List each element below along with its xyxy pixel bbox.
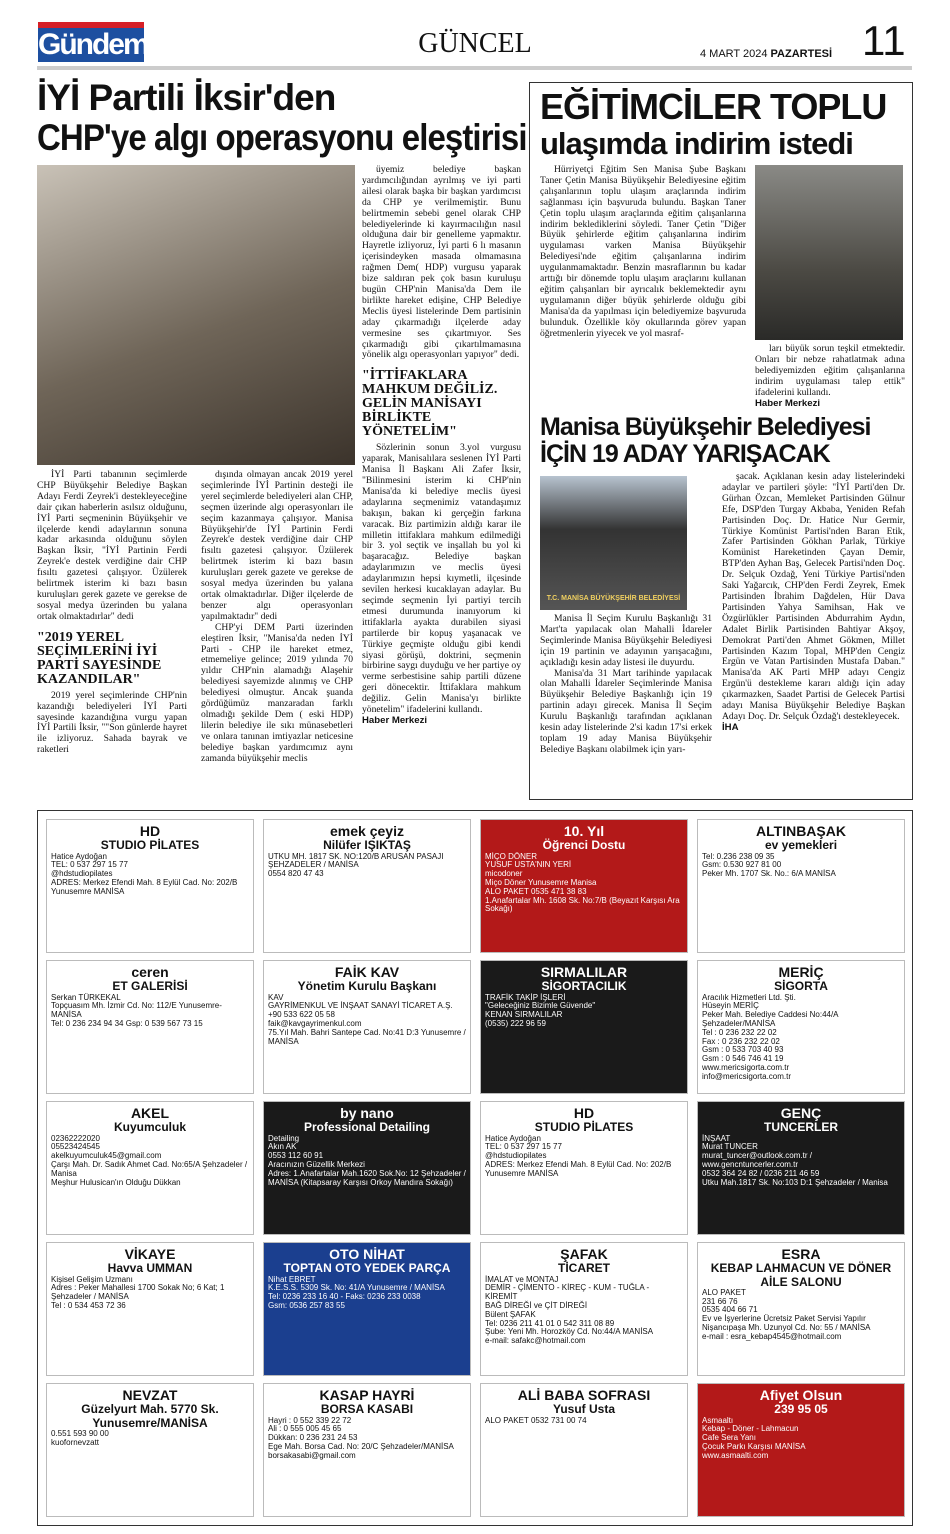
ad-text: ADRES: Merkez Efendi Mah. 8 Eylül Cad. No: 202/B Yunusemre MANİSA	[51, 877, 238, 896]
ad-text: SİGORTA	[774, 979, 828, 994]
ad-text: ALO PAKET 0532 731 00 74	[485, 1415, 587, 1425]
advertisement	[480, 1242, 688, 1376]
ad-text: Öğrenci Dostu	[542, 838, 626, 853]
ad-text: Akın AK	[268, 1142, 297, 1152]
headline-line1: EĞİTİMCİLER TOPLU	[540, 86, 887, 127]
headline-line1: Manisa Büyükşehir Belediyesi	[540, 413, 871, 441]
advertisement	[480, 1383, 688, 1517]
ad-text: ET GALERİSİ	[112, 979, 188, 994]
ad-text: NEVZAT	[122, 1387, 178, 1403]
ad-text: MİÇO DÖNER	[485, 851, 537, 861]
article2-headline	[540, 88, 906, 160]
ad-text: SİGORTACILIK	[541, 979, 627, 994]
article3-col1	[540, 614, 712, 756]
ad-text: 0532 364 24 82 / 0236 211 46 59	[702, 1168, 820, 1178]
ad-text: UTKU MH. 1817 SK. NO:120/B ARUSAN PASAJI ŞEHZADELER / MANİSA	[268, 851, 444, 870]
ad-text: kuofornevzatt	[51, 1437, 100, 1447]
ad-text: 1.Anafartalar Mh. 1608 Sk. No:7/B (Beyazıt Karşısı Ara Sokağı)	[485, 895, 680, 914]
ad-text: VİKAYE	[124, 1246, 176, 1262]
advertisement	[480, 960, 688, 1094]
advertisement	[46, 1242, 254, 1376]
article1-subhead-2: "İTTİFAKLARA MAHKUM DEĞİLİZ. GELİN MANİSAYI BİRLİKTE YÖNETELİM"	[362, 368, 498, 440]
paragraph: Manisa İl Seçim Kurulu Başkanlığı 31 Mart'ta yapılacak olan Mahalli İdareler Seçimlerinde Manisa Büyükşehir Belediyesi için 19 partinin ve adayının yarışacağını, açıkladığı kesin aday listesi ile duyurdu.	[540, 613, 712, 668]
advertisement	[263, 1383, 471, 1517]
advertisement	[697, 960, 905, 1094]
ad-text: HD	[573, 1105, 595, 1121]
ad-text: Gsm: 0.530 927 81 00	[702, 860, 782, 870]
advertisement	[263, 1101, 471, 1235]
ad-text: KASAP HAYRİ	[319, 1387, 415, 1403]
newspaper-logo: Gündem	[38, 22, 144, 62]
ad-text: 10. Yıl	[563, 823, 605, 839]
article1-headline	[37, 78, 527, 158]
ad-text: YUSUF USTA'NIN YERİ	[485, 860, 572, 870]
ad-text: Gsm: 0536 257 83 55	[268, 1300, 345, 1310]
ad-text: BORSA KASABI	[320, 1402, 414, 1417]
ad-text: GAYRİMENKUL VE İNŞAAT SANAYİ TİCARET A.Ş.	[268, 1001, 453, 1011]
ad-text: Hüseyin MERİÇ	[702, 1001, 759, 1011]
article1-col3	[362, 165, 521, 727]
paragraph: CHP'yi DEM Parti üzerinden eleştiren İksir, "Manisa'da neden İYİ Parti - CHP ile hareket etmez, etmemeliye gelince; 2019 yılında 70 yıldır CHP'nin alamadığı Alaşehir belediyesi sayemizde alınmış ve CHP belediyesi olmuştur. Ancak şuanda gördüğümüz manzaradan farklı olmadığı şekilde Dem ( eski HDP) lilerin belediye ile sıkı münasebetleri ve onlara tanınan imtiyazlar neticesine belediye başkan yardımcımız aynı zamanda büyükşehir meclis	[201, 621, 353, 764]
ad-text: ESRA	[781, 1246, 821, 1262]
article1-col2	[201, 470, 353, 764]
ad-text: Nilüfer IŞIKTAŞ	[323, 838, 411, 853]
ad-text: Güzelyurt Mah. 5770 Sk. Yunusemre/MANİSA	[81, 1402, 219, 1430]
ad-text: TİCARET	[558, 1261, 610, 1276]
ad-text: e-mail : esra_kebap4545@hotmail.com	[702, 1331, 842, 1341]
advertisement	[46, 1383, 254, 1517]
headline-text-line2: CHP'ye algı operasyonu eleştirisi	[37, 116, 527, 158]
ad-text: İMALAT ve MONTAJ	[485, 1274, 559, 1284]
ad-text: Gsm : 0 546 746 41 19	[702, 1054, 784, 1064]
ad-text: DEMİR - ÇİMENTO - KİREÇ - KUM - TUĞLA - KİREMİT	[485, 1283, 650, 1302]
article3-col2	[722, 472, 905, 734]
ad-text: e-mail: safakc@hotmail.com	[485, 1336, 586, 1346]
ad-text: ALO PAKET	[702, 1287, 746, 1297]
advertisement	[697, 819, 905, 953]
ad-text: Asmaaltı	[702, 1415, 734, 1425]
paragraph: Sözlerinin sonun 3.yol vurgusu yaparak, Manisalılara seslenen İYİ Parti Manisa İl Başkanı Ali Zafer İksir, "Bilinmesini isterim ki CHP'nin Manisa'da ki belediye meclis üyesi adaylarına seçmenimiz vatandaşımız bakışın, bakan ki gerçeğin farkına varacak. Biz partimizin aldığı karar ile milletin ittifaklara mahkum edilmediği bir 3. yol seçtik ve inşallah bu yol ki başaracağız. Belediye başkan adaylarımızın ve meclis üyesi adaylarımızın hepsi kıymetli, ilçesinde sevilen herkesi kucaklayan adaylar. Bu seçimde seçmenin İyi partiyi tercih etmesi durumunda inanıyorum ki ittifaklarla ayakta durabilen siyasi partilerde bir kopuş yaşanacak ve Türkiye geçmişte olduğu gibi kendi siyasi görüşü, doktrini, seçmenin birbirine saygı duyduğu ve her partiye oy verme serbestisine sahip partili düzene geri dönecektir. İttifaklara mahkum değiliz. Gelin Manisa'yı birlikte yönetelim" ifadelerini kullandı.	[362, 442, 521, 716]
ad-text: Kebap - Döner - Lahmacun	[702, 1424, 799, 1434]
ad-text: Afiyet Olsun	[759, 1387, 843, 1403]
advertisement	[697, 1101, 905, 1235]
ad-text: ŞAFAK	[560, 1246, 608, 1262]
ad-text: STUDIO PİLATES	[534, 1120, 634, 1135]
ad-text: 0553 112 60 91	[268, 1151, 324, 1161]
ad-text: akelkuyumculuk45@gmail.com	[51, 1151, 162, 1161]
ad-text: Meşhur Hulusican'ın Olduğu Dükkan	[51, 1177, 181, 1187]
ad-text: micodoner	[485, 869, 523, 879]
advertisement	[263, 960, 471, 1094]
paragraph: şacak. Açıklanan kesin aday listelerindeki adaylar ve partileri şöyle: "İYİ Parti'den Dr. Gürhan Özcan, Memleket Partisinden Gülnur Efe, DSP'den Turgay Akbaba, Yeniden Refah Partisinden Doç. Dr. Hatice Nur Germir, Türkiye Komünist Partisi'nden Baran Etik, Zafer Partisinden Gökhan Parlak, Türkiye Komünist Hareketinden Çayan Demir, BTP'den Ayhan Baş, Gelecek Partisi'nden Doç. Dr. Selçuk Ozdağ, Yeni Türkiye Partisi'nden Saki Yağarcık, CHP'den Ferdi Zeyrek, Emek Partisinden İbrahim Dağdelen, Hür Dava Partisinden Yahya Samihsan, Hak ve Özgürlükler Partisinden Abdurrahim Aydın, Adalet Birlik Partisinden Bahtiyar Akşoy, Demokrat Parti'den Ahmet Gökmen, Millet Partisinden Kazım Topal, MHP'den Cengiz Ergün ve Vatan Partisinden Mustafa Daban." Manisa'da AK Parti MHP adayı Cengiz Ergün'ü destekleme kararı aldığı için aday çıkarmazken, Saadet Partisi de Gelecek Partisi adayı Manisa Büyükşehir Belediye Başkan Adayı Doç. Dr. Selçuk Özdağ'ı destekleyecek.	[722, 471, 905, 722]
issue-date	[700, 48, 832, 60]
ad-text: Ege Mah. Borsa Cad. No: 20/C Şehzadeler/MANİSA	[268, 1441, 454, 1451]
ad-text: Yönetim Kurulu Başkanı	[297, 979, 437, 994]
ad-text: TEL: 0 537 297 15 77	[485, 1142, 562, 1152]
ad-text: Topçuasım Mh. İzmir Cd. No: 112/E Yunusemre-MANİSA	[51, 1001, 222, 1020]
ad-text: 0.551 593 90 00	[51, 1428, 109, 1438]
ad-text: Peker Mh. 1707 Sk. No.: 6/A MANİSA	[702, 869, 836, 879]
article1-subhead: "2019 YEREL SEÇİMLERİNİ İYİ PARTİ SAYESİNDE KAZANDILAR"	[37, 629, 162, 687]
ad-text: Bülent ŞAFAK	[485, 1309, 536, 1319]
ad-text: Tel : 0 534 453 72 36	[51, 1300, 126, 1310]
ad-text: Ev ve İşyerlerine Ücretsiz Paket Servisi Yapılır	[702, 1314, 866, 1324]
ad-text: Tel: 0 236 234 94 34 Gsp: 0 539 567 73 15	[51, 1018, 203, 1028]
ad-text: TUNCERLER	[764, 1120, 838, 1135]
ad-text: Miço Döner Yunusemre Manisa	[485, 877, 597, 887]
ad-text: Hayri : 0 552 339 22 72	[268, 1415, 352, 1425]
ad-text: 0535 404 66 71	[702, 1305, 758, 1315]
ad-text: ALO PAKET 0535 471 38 83	[485, 886, 587, 896]
page-number: 11	[862, 17, 906, 64]
ad-text: Yusuf Usta	[552, 1402, 615, 1417]
ad-text: Peker Mah. Belediye Caddesi No:44/A Şehzadeler/MANİSA	[702, 1010, 839, 1028]
section-title: GÜNCEL	[418, 28, 532, 59]
advertisement	[263, 1242, 471, 1376]
advertisement	[697, 1242, 905, 1376]
paragraph: ları büyük sorun teşkil etmektedir. Onları bir nebze rahatlatmak adına belediyemizden eğitim çalışanlarına indirim uygulaması talep ettik" ifadelerini kullandı.	[755, 343, 905, 398]
ad-text: Havva UMMAN	[107, 1261, 193, 1276]
ad-text: Çarşı Mah. Dr. Sadık Ahmet Cad. No:65/A Şehzadeler / Manisa	[51, 1159, 248, 1178]
day-text: PAZARTESİ	[770, 48, 833, 60]
ad-text: +90 533 622 05 58	[268, 1010, 335, 1020]
ad-text: murat_tuncer@outlook.com.tr / www.gencntuncerler.com.tr	[702, 1151, 812, 1169]
ad-text: Nihat EBRET	[268, 1274, 316, 1284]
ad-text: (0535) 222 96 59	[485, 1018, 546, 1028]
ad-text: ceren	[131, 964, 169, 980]
ad-text: KENAN SIRMALILAR	[485, 1010, 563, 1020]
advertisement	[46, 960, 254, 1094]
date-text: 4 MART 2024	[700, 48, 768, 60]
ad-text: ALİ BABA SOFRASI	[517, 1387, 651, 1403]
credit: Haber Merkezi	[362, 714, 428, 726]
ad-text: Kuyumculuk	[113, 1120, 186, 1135]
ad-text: Ali : 0 555 005 45 65	[268, 1424, 342, 1434]
advertisement	[697, 1383, 905, 1517]
ad-text: @hdstudiopilates	[51, 869, 113, 879]
ad-text: 02362222020	[51, 1133, 100, 1143]
ad-text: www.asmaalti.com	[702, 1450, 769, 1460]
header-rule	[37, 66, 912, 70]
ad-text: Professional Detailing	[303, 1120, 431, 1135]
ad-text: Şube: Yeni Mh. Horozköy Cd. No:44/A MANİSA	[485, 1327, 654, 1337]
ad-text: GENÇ	[780, 1105, 822, 1121]
ad-text: Tel: 0236 233 16 40 - Faks: 0236 233 0038	[268, 1292, 421, 1302]
ad-text: Murat TUNCER	[702, 1142, 758, 1152]
ad-text: K.E.S.S. 5309 Sk. No: 41/A Yunusemre / MANİSA	[268, 1283, 445, 1293]
advertisement	[263, 819, 471, 953]
ad-text: ADRES: Merkez Efendi Mah. 8 Eylül Cad. No: 202/B Yunusemre MANİSA	[485, 1159, 672, 1178]
ad-text: Adres : Peker Mahallesi 1700 Sokak No; 6 Kat; 1 Şehzadeler / MANİSA	[51, 1283, 225, 1302]
ad-text: Tel: 0236 211 41 01 0 542 311 08 89	[485, 1318, 615, 1328]
ad-text: emek çeyiz	[330, 823, 404, 839]
ad-text: TOPTAN OTO YEDEK PARÇA	[283, 1261, 451, 1276]
paragraph: İYİ Parti tabanının seçimlerde CHP Büyükşehir Belediye Başkan Adayı Ferdi Zeyrek'i destekleyeceğine dair çıkan haberlerin asılsız olduğunu, İYİ Parti seçmeninin Büyükşehir ve ilçelerde kendi adaylarının sonuna kadar arkasında olduğunu söylen Başkan İksir, "İYİ Partinin Ferdi Zeyrek'e destek verdiğine dair CHP fısıltı gazetesi çalışıyor. Üzülerek belirtmek isterim ki bazı basın kuruluşları gerek gazete ve gerekse de sosyal medya üzerinden bu yalana ortak olmaktadırlar" dedi	[37, 469, 187, 622]
ad-text: STUDIO PİLATES	[100, 838, 200, 853]
ad-text: TEL: 0 537 297 15 77	[51, 860, 128, 870]
ad-text: borsakasabi@gmail.com	[268, 1450, 356, 1460]
advertisement	[46, 819, 254, 953]
ad-text: Detailing	[268, 1133, 300, 1143]
ad-text: MERİÇ	[778, 964, 824, 980]
article2-col2	[755, 344, 905, 409]
ad-text: FAİK KAV	[334, 964, 400, 980]
article2-photo	[755, 165, 903, 340]
ad-text: 75.Yıl Mah. Bahri Santepe Cad. No:41 D:3 Yunusemre / MANİSA	[268, 1027, 466, 1046]
photo-sign: T.C. MANİSA BÜYÜKŞEHİR BELEDİYESİ	[546, 595, 681, 602]
ad-text: info@mericsigorta.com.tr	[702, 1071, 792, 1081]
ad-text: HD	[139, 823, 161, 839]
ad-text: KAV	[268, 992, 284, 1002]
ad-text: faik@kavgayrimenkul.com	[268, 1018, 362, 1028]
paragraph: dışında olmayan ancak 2019 yerel seçimlerinde İYİ Partinin desteği ile yerel seçimlerde belediyeleri alan CHP, seçmen üzerinde algı operasyonları ile seçim kazanmaya çalışıyor. Manisa Büyükşehir'de İYİ Partinin Ferdi Zeyrek'e destek verdiğine dair CHP fısıltı gazetesi çalışıyor. Üzülerek belirtmek isterim ki bazı basın kuruluşları gerek gazete ve gerekse de sosyal medya üzerinden bu yalana ortak olmaktadırlar. Diğer ilçelerde de benzer algı operasyonları yapılmaktadır" dedi	[201, 469, 353, 622]
ad-text: 231 66 76	[702, 1296, 738, 1306]
ad-text: by nano	[340, 1105, 394, 1121]
ad-text: Dükkan: 0 236 231 24 53	[268, 1433, 358, 1443]
ad-text: www.mericsigorta.com.tr	[702, 1062, 790, 1072]
ad-text: KEBAP LAHMACUN VE DÖNER AİLE SALONU	[710, 1261, 892, 1289]
ad-text: 239 95 05	[774, 1402, 828, 1417]
ad-text: Adres: 1.Anafartalar Mah.1620 Sok.No: 12 Şehzadeler / MANİSA (Kitapsaray Karşısı Orkoy Mandıra Sokağı)	[268, 1168, 466, 1187]
paragraph: üyemiz belediye başkan yardımcılığından ayrılmış ve iyi parti ailesi olarak başka bir başkan yardımcısı da CHP ye verilmemiştir. Bunu belirtmemin sebebi genel olarak CHP belediyelerinde ki kayırmacılığın nasıl olduğuna dair bir genelleme yapmaktır. Hayretle izliyoruz, İyi parti 6 lı masanın içerisindeyken masada olmamasına rağmen Dem( HDP) vurgusu yaparak bize saldıran pek çok basın kuruluşu bugün CHP'nin Manisa'da Dem ile birlikte hareket edişine, CHP Belediye Meclis üyesi listelerinde Dem partisinin aday çıkarmadığı ilçelerde aday vermesine ses çıkartmıyor. Ses çıkarmadığı gibi çıkartılmamasına yönelik algı operasyonları yapıyor" dedi.	[362, 164, 521, 361]
ad-text: Kişisel Gelişim Uzmanı	[51, 1274, 133, 1284]
advertisement	[480, 1101, 688, 1235]
ad-text: ev yemekleri	[764, 838, 838, 853]
ad-text: "Geleceğiniz Bizimle Güvende"	[485, 1001, 596, 1011]
headline-text: İYİ Partili İksir'den	[37, 77, 336, 118]
article3-photo	[540, 476, 687, 610]
ad-text: BAĞ DİREĞİ ve ÇİT DİREĞİ	[485, 1300, 588, 1310]
article1-photo	[37, 165, 355, 465]
paragraph: Manisa'da 31 Mart tarihinde yapılacak olan Mahalli İdareler Seçimlerinde Manisa Büyükşehir Belediye Başkanlığı için 19 partinin adayı girecek. Manisa İl Seçim Kurulu Başkanlığı tarafından açıklanan kesin aday listelerinde 2'si kadın 17'si erkek toplam 19 aday Manisa Büyükşehir Belediye Başkanı olabilmek için yarı-	[540, 667, 712, 755]
ads-section	[37, 810, 913, 1526]
ad-text: OTO NİHAT	[329, 1246, 405, 1262]
credit: Haber Merkezi	[755, 397, 821, 409]
ad-text: Hatice Aydoğan	[51, 851, 107, 861]
ad-text: Nişancıpaşa Mh. Uzunyol Cd. No: 55 / MANİSA	[702, 1322, 871, 1332]
article1-col1	[37, 470, 187, 756]
ad-text: 05523424545	[51, 1142, 100, 1152]
ad-text: ALTINBAŞAK	[756, 823, 846, 839]
ad-text: 0554 820 47 43	[268, 869, 324, 879]
ad-text: İNŞAAT	[702, 1133, 731, 1143]
ad-text: Tel : 0 236 232 22 02	[702, 1027, 777, 1037]
ad-text: Serkan TÜRKEKAL	[51, 992, 121, 1002]
headline-line2: İÇİN 19 ADAY YARIŞACAK	[540, 440, 830, 468]
paragraph: Hürriyetçi Eğitim Sen Manisa Şube Başkanı Taner Çetin Manisa Büyükşehir Belediyesine eğitim çalışanlarının toplu ulaşım araçlarında indirim sağlanması için başvuruda bulundu. Başkan Taner Çetin toplu ulaşım araçlarında eğitim çalışanlarına indirim beklediklerini söyledi. Taner Çetin "Diğer Büyük şehirlerde eğitim çalışanlarına indirim uygulaması varken Manisa Büyükşehir Belediyesi'nde eğitim çalışanlarına indirim uygulanmamaktadır. Benzin masraflarının bu kadar arttığı bir dönemde toplu ulaşım araçlarını kullanan eğitim çalışanları bir ayrıcalık beklemektedir aynı uygulamanın diğer büyük şehirlerde olduğu gibi Manisa'da da yapılması için belediyemize başvuruda bulunduk. Özellikle köy okullarında görev yapan öğretmenlerin yiyecek ve yol masraf-	[540, 164, 746, 339]
ad-text: SIRMALILAR	[540, 964, 628, 980]
ad-text: Cafe Sera Yanı	[702, 1433, 756, 1443]
article3-headline	[540, 414, 906, 468]
ad-text: Aracınızın Güzellik Merkezi	[268, 1159, 365, 1169]
headline-line2: ulaşımda indirim istedi	[540, 125, 853, 161]
ad-text: Aracılık Hizmetleri Ltd. Şti.	[702, 992, 796, 1002]
paragraph: 2019 yerel seçimlerinde CHP'nin kazandığı belediyeleri İYİ Parti sayesinde kazandığına vurgu yapan İYİ Partili İksir, ""Son günlerde hayret ile izliyoruz. Sahada bayrak ve raketleri	[37, 689, 187, 756]
ad-text: Fax : 0 236 232 22 02	[702, 1036, 780, 1046]
ad-text: TRAFİK TAKİP İŞLERİ	[485, 992, 566, 1002]
ad-text: Çocuk Parkı Karşısı MANİSA	[702, 1441, 806, 1451]
ad-text: Utku Mah.1817 Sk. No:103 D:1 Şehzadeler / Manisa	[702, 1177, 888, 1187]
ad-text: @hdstudiopilates	[485, 1151, 547, 1161]
ad-text: AKEL	[130, 1105, 170, 1121]
article2-col1	[540, 165, 746, 340]
ad-text: Tel: 0.236 238 09 35	[702, 851, 775, 861]
advertisement	[46, 1101, 254, 1235]
ad-text: Hatice Aydoğan	[485, 1133, 541, 1143]
ad-text: Gsm : 0 533 703 40 93	[702, 1045, 784, 1055]
advertisement	[480, 819, 688, 953]
credit: İHA	[722, 721, 739, 733]
